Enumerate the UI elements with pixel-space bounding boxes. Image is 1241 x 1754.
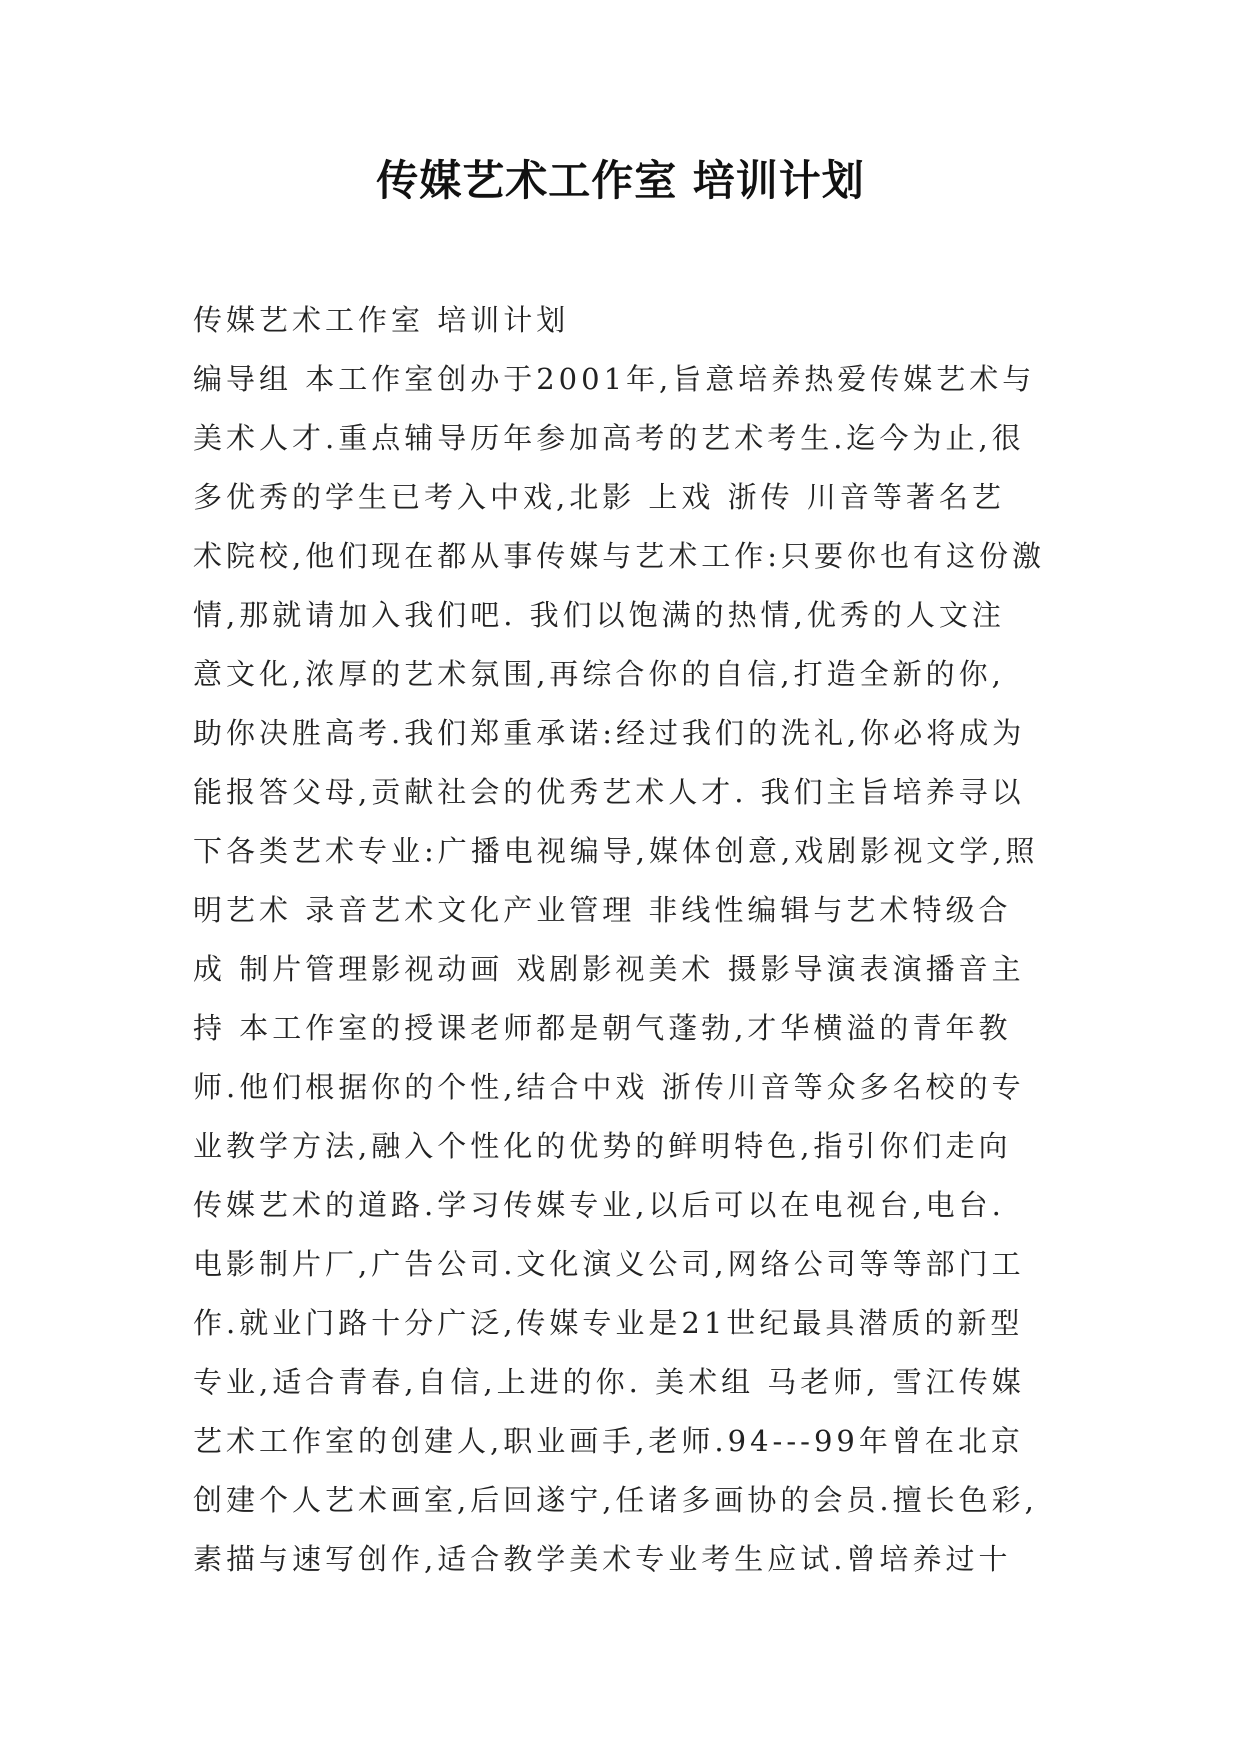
body-line: 助你决胜高考.我们郑重承诺:经过我们的洗礼,你必将成为 bbox=[193, 716, 1026, 750]
body-line: 创建个人艺术画室,后回遂宁,任诸多画协的会员.擅长色彩, bbox=[193, 1483, 1038, 1517]
body-line: 下各类艺术专业:广播电视编导,媒体创意,戏剧影视文学,照 bbox=[193, 834, 1039, 868]
body-line: 素描与速写创作,适合教学美术专业考生应试.曾培养过十 bbox=[193, 1542, 1012, 1576]
body-line: 术院校,他们现在都从事传媒与艺术工作:只要你也有这份激 bbox=[193, 539, 1045, 573]
body-line: 情,那就请加入我们吧. 我们以饱满的热情,优秀的人文注 bbox=[193, 598, 1005, 632]
body-line: 明艺术 录音艺术文化产业管理 非线性编辑与艺术特级合 bbox=[193, 893, 1012, 927]
body-line: 传媒艺术的道路.学习传媒专业,以后可以在电视台,电台. bbox=[193, 1188, 1005, 1222]
body-line: 能报答父母,贡献社会的优秀艺术人才. 我们主旨培养寻以 bbox=[193, 775, 1025, 809]
body-line: 编导组 本工作室创办于2001年,旨意培养热爱传媒艺术与 bbox=[193, 362, 1036, 396]
document-title: 传媒艺术工作室 培训计划 bbox=[376, 156, 865, 205]
body-line: 多优秀的学生已考入中戏,北影 上戏 浙传 川音等著名艺 bbox=[193, 480, 1005, 514]
body-line: 意文化,浓厚的艺术氛围,再综合你的自信,打造全新的你, bbox=[193, 657, 1005, 691]
body-line: 艺术工作室的创建人,职业画手,老师.94---99年曾在北京 bbox=[193, 1424, 1024, 1458]
body-line: 业教学方法,融入个性化的优势的鲜明特色,指引你们走向 bbox=[193, 1129, 1012, 1163]
document-body bbox=[193, 291, 1073, 1589]
body-line: 持 本工作室的授课老师都是朝气蓬勃,才华横溢的青年教 bbox=[193, 1011, 1012, 1045]
body-line: 专业,适合青春,自信,上进的你. 美术组 马老师, 雪江传媒 bbox=[193, 1365, 1025, 1399]
body-line: 作.就业门路十分广泛,传媒专业是21世纪最具潜质的新型 bbox=[193, 1306, 1024, 1340]
body-line: 成 制片管理影视动画 戏剧影视美术 摄影导演表演播音主 bbox=[193, 952, 1025, 986]
body-line: 传媒艺术工作室 培训计划 bbox=[193, 303, 570, 337]
body-line: 美术人才.重点辅导历年参加高考的艺术考生.迄今为止,很 bbox=[193, 421, 1025, 455]
body-line: 师.他们根据你的个性,结合中戏 浙传川音等众多名校的专 bbox=[193, 1070, 1025, 1104]
body-line: 电影制片厂,广告公司.文化演义公司,网络公司等等部门工 bbox=[193, 1247, 1025, 1281]
